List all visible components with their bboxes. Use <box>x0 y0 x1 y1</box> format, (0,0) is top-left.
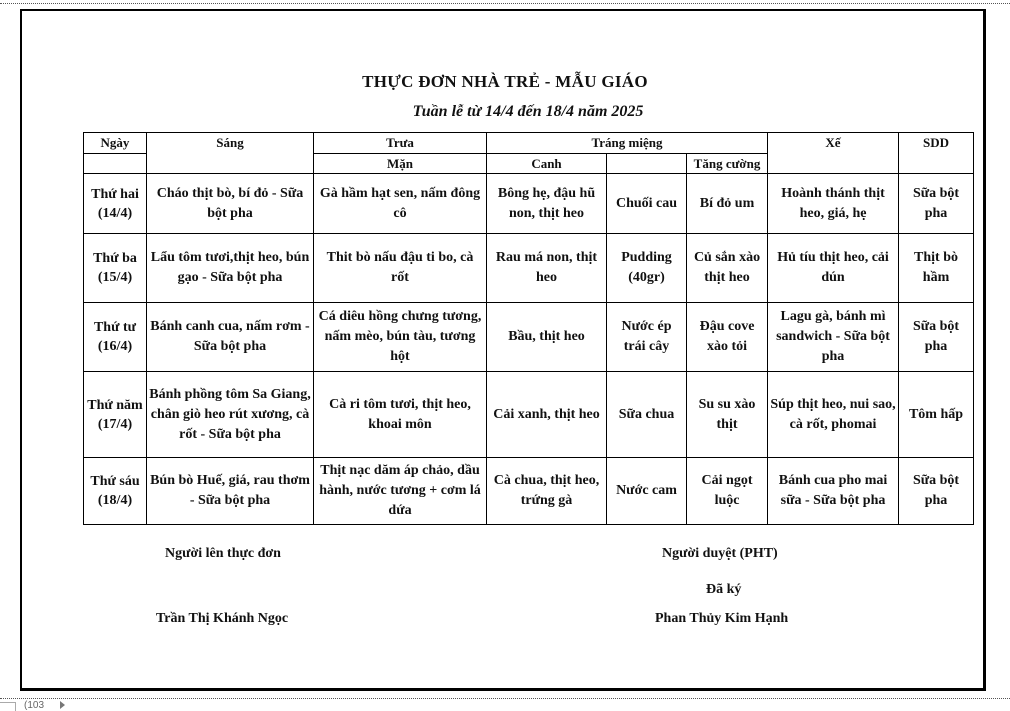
header-tang-cuong: Tăng cường <box>687 154 768 174</box>
cell-man: Cá diêu hồng chưng tương, nấm mèo, bún tàu, tương hột <box>314 303 487 372</box>
cell-xe: Hủ tíu thịt heo, cải dún <box>768 234 899 303</box>
document-title: THỰC ĐƠN NHÀ TRẺ - MẪU GIÁO <box>362 72 648 91</box>
cell-canh: Cà chua, thịt heo, trứng gà <box>487 458 607 525</box>
cell-trang-mieng: Nước cam <box>607 458 687 525</box>
cell-xe: Lagu gà, bánh mì sandwich - Sữa bột pha <box>768 303 899 372</box>
table-row <box>84 234 974 303</box>
cell-canh: Rau má non, thịt heo <box>487 234 607 303</box>
cell-sang: Bánh canh cua, nấm rơm - Sữa bột pha <box>147 303 314 372</box>
header-row-1 <box>84 133 974 154</box>
cell-canh: Bông hẹ, đậu hũ non, thịt heo <box>487 174 607 234</box>
header-canh: Canh <box>487 154 607 174</box>
cell-trang-mieng: Sữa chua <box>607 372 687 458</box>
cell-tang-cuong: Củ sắn xào thịt heo <box>687 234 768 303</box>
cell-tang-cuong: Cải ngọt luộc <box>687 458 768 525</box>
cell-sang: Cháo thịt bò, bí đỏ - Sữa bột pha <box>147 174 314 234</box>
cell-trang-mieng: Chuối cau <box>607 174 687 234</box>
cell-man: Cà ri tôm tươi, thịt heo, khoai môn <box>314 372 487 458</box>
signature-left-role: Người lên thực đơn <box>165 546 281 561</box>
cell-sdd: Sữa bột pha <box>899 303 974 372</box>
header-trua: Trưa <box>314 133 487 154</box>
signature-left-name: Trần Thị Khánh Ngọc <box>156 611 289 626</box>
cell-tang-cuong: Su su xào thịt <box>687 372 768 458</box>
signature-right-name: Phan Thủy Kim Hạnh <box>655 611 789 626</box>
cell-tang-cuong: Đậu cove xào tỏi <box>687 303 768 372</box>
cell-canh: Bầu, thịt heo <box>487 303 607 372</box>
page-top-boundary <box>0 3 1010 4</box>
cell-sang: Bún bò Huế, giá, rau thơm - Sữa bột pha <box>147 458 314 525</box>
signature-right-status: Đã ký <box>706 582 742 597</box>
cell-trang-mieng: Pudding (40gr) <box>607 234 687 303</box>
table-row <box>84 458 974 525</box>
cell-man: Thit bò nấu đậu ti bo, cà rốt <box>314 234 487 303</box>
header-sdd: SDD <box>899 133 974 174</box>
cell-xe: Bánh cua pho mai sữa - Sữa bột pha <box>768 458 899 525</box>
next-arrow-icon[interactable] <box>60 701 65 709</box>
cell-man: Thịt nạc dăm áp chảo, dầu hành, nước tương + cơm lá dứa <box>314 458 487 525</box>
cell-xe: Hoành thánh thịt heo, giá, hẹ <box>768 174 899 234</box>
cell-sang: Bánh phồng tôm Sa Giang, chân giò heo rút xương, cà rốt - Sữa bột pha <box>147 372 314 458</box>
cell-trang-mieng: Nước ép trái cây <box>607 303 687 372</box>
table-row <box>84 372 974 458</box>
page-number-box[interactable] <box>0 702 16 711</box>
header-trang-mieng-empty <box>607 154 687 174</box>
header-ngay: Ngày <box>84 133 147 154</box>
cell-day: Thứ hai (14/4) <box>84 174 147 234</box>
page-bottom-boundary <box>0 698 1010 699</box>
cell-sdd: Sữa bột pha <box>899 174 974 234</box>
cell-day: Thứ năm (17/4) <box>84 372 147 458</box>
header-man: Mặn <box>314 154 487 174</box>
signature-right-role: Người duyệt (PHT) <box>662 546 778 561</box>
document-subtitle: Tuần lễ từ 14/4 đến 18/4 năm 2025 <box>412 103 644 120</box>
cell-day: Thứ ba (15/4) <box>84 234 147 303</box>
cell-sdd: Sữa bột pha <box>899 458 974 525</box>
header-xe: Xế <box>768 133 899 174</box>
cell-xe: Súp thịt heo, nui sao, cà rốt, phomai <box>768 372 899 458</box>
cell-day: Thứ sáu (18/4) <box>84 458 147 525</box>
status-bar <box>0 700 1010 711</box>
menu-table <box>83 132 974 525</box>
header-ngay-empty <box>84 154 147 174</box>
table-row <box>84 303 974 372</box>
header-sang: Sáng <box>147 133 314 174</box>
cell-day: Thứ tư (16/4) <box>84 303 147 372</box>
table-row <box>84 174 974 234</box>
cell-canh: Cải xanh, thịt heo <box>487 372 607 458</box>
cell-tang-cuong: Bí đỏ um <box>687 174 768 234</box>
cell-sdd: Thịt bò hầm <box>899 234 974 303</box>
cell-sang: Lẩu tôm tươi,thịt heo, bún gạo - Sữa bột pha <box>147 234 314 303</box>
cell-man: Gà hầm hạt sen, nấm đông cô <box>314 174 487 234</box>
cell-sdd: Tôm hấp <box>899 372 974 458</box>
page-count-text: (103 <box>24 700 45 711</box>
header-trang-mieng: Tráng miệng <box>487 133 768 154</box>
